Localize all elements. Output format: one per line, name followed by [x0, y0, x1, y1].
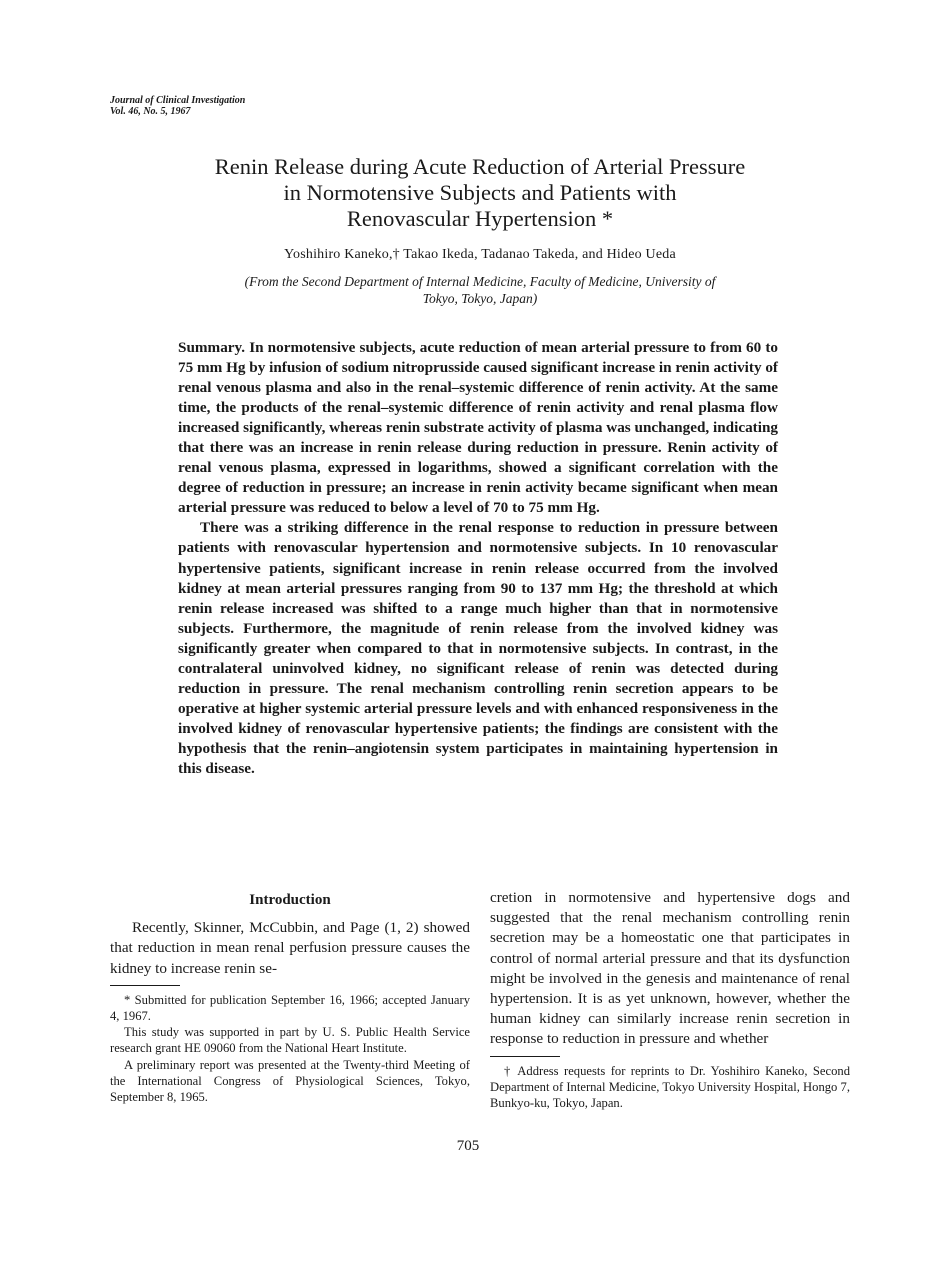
footnote-divider-right: [490, 1056, 560, 1057]
footnote-funding: This study was supported in part by U. S. Public Health Service research grant HE 09060 from the National Heart Institute.: [110, 1025, 470, 1056]
title-line-3: Renovascular Hypertension *: [346, 206, 614, 231]
journal-citation: [110, 95, 245, 117]
article-title: [150, 154, 810, 232]
footnote-submitted: * Submitted for publication September 16, 1966; accepted January 4, 1967.: [110, 992, 470, 1024]
affiliation-line-2: Tokyo, Tokyo, Japan): [422, 291, 538, 306]
footnote-divider: [110, 985, 180, 986]
right-column: [490, 888, 850, 1111]
title-line-2: in Normotensive Subjects and Patients with: [283, 180, 677, 205]
summary-paragraph-1: Summary. In normotensive subjects, acute reduction of mean arterial pressure to from 60 to 75 mm Hg by infusion of sodium nitroprusside caused significant increase in renin activity of renal venous plasma and also in the renal–systemic difference of renin activity. At the same time, the products of the renal–systemic difference of renin activity and renal plasma flow increased significantly, whereas renin substrate activity of plasma was unchanged, indicating that there was an increase in renin release during reduction in pressure. Renin activity of renal venous plasma, expressed in logarithms, showed a significant correlation with the degree of reduction in pressure; an increase in renin activity became significant when mean arterial pressure was reduced to below a level of 70 to 75 mm Hg.: [178, 339, 778, 517]
journal-name: Journal of Clinical Investigation: [110, 95, 246, 106]
page-number: 705: [456, 1138, 480, 1154]
summary-paragraph-2: There was a striking difference in the renal response to reduction in pressure between patients with renovascular hypertension and normotensive subjects. In 10 renovascular hypertensive patients, significant increase in renin release occurred from the involved kidney at mean arterial pressures ranging from 90 to 137 mm Hg; the threshold at which renin release increased was shifted to a range much higher than that in normotensive subjects. Furthermore, the magnitude of renin release from the involved kidney was significantly greater when compared to that in normotensive subjects. In contrast, in the contralateral uninvolved kidney, no significant release of renin was detected during reduction in pressure. The renal mechanism controlling renin secretion appears to be operative at higher systemic arterial pressure levels and with enhanced responsiveness in the involved kidney of renovascular hypertensive patients; the findings are consistent with the hypothesis that the renin–angiotensin system participates in maintaining hypertension in this disease.: [178, 519, 778, 777]
journal-volume: Vol. 46, No. 5, 1967: [110, 106, 191, 117]
intro-text-left: Recently, Skinner, McCubbin, and Page (1, 2) showed that reduction in mean renal perfusion pressure causes the kidney to increase renin se-: [110, 919, 470, 977]
affiliation-line-1: (From the Second Department of Internal Medicine, Faculty of Medicine, University of: [244, 274, 716, 289]
author-list: Yoshihiro Kaneko,† Takao Ikeda, Tadanao Takeda, and Hideo Ueda: [284, 247, 676, 262]
introduction-heading: Introduction: [249, 892, 331, 908]
intro-text-right: cretion in normotensive and hypertensive dogs and suggested that the renal mechanism controlling renin secretion may be a homeostatic one that participates in control of normal arterial pressure and that its dysfunction might be involved in the genesis and maintenance of renal hypertension. It is as yet unknown, however, whether the human kidney can similarly increase renin secretion in response to reduction in pressure and whether: [490, 889, 850, 1048]
title-line-1: Renin Release during Acute Reduction of Arterial Pressure: [214, 154, 746, 179]
summary-block: [178, 338, 778, 779]
footnote-preliminary-report: A preliminary report was presented at the Twenty-third Meeting of the International Congress of Physiological Sciences, Tokyo, September 8, 1965.: [110, 1057, 470, 1105]
footnote-reprints: † Address requests for reprints to Dr. Yoshihiro Kaneko, Second Department of Internal Medicine, Tokyo University Hospital, Hongo 7, Bunkyo-ku, Tokyo, Japan.: [490, 1063, 850, 1111]
affiliation: [200, 273, 760, 307]
left-column: [110, 890, 470, 1105]
